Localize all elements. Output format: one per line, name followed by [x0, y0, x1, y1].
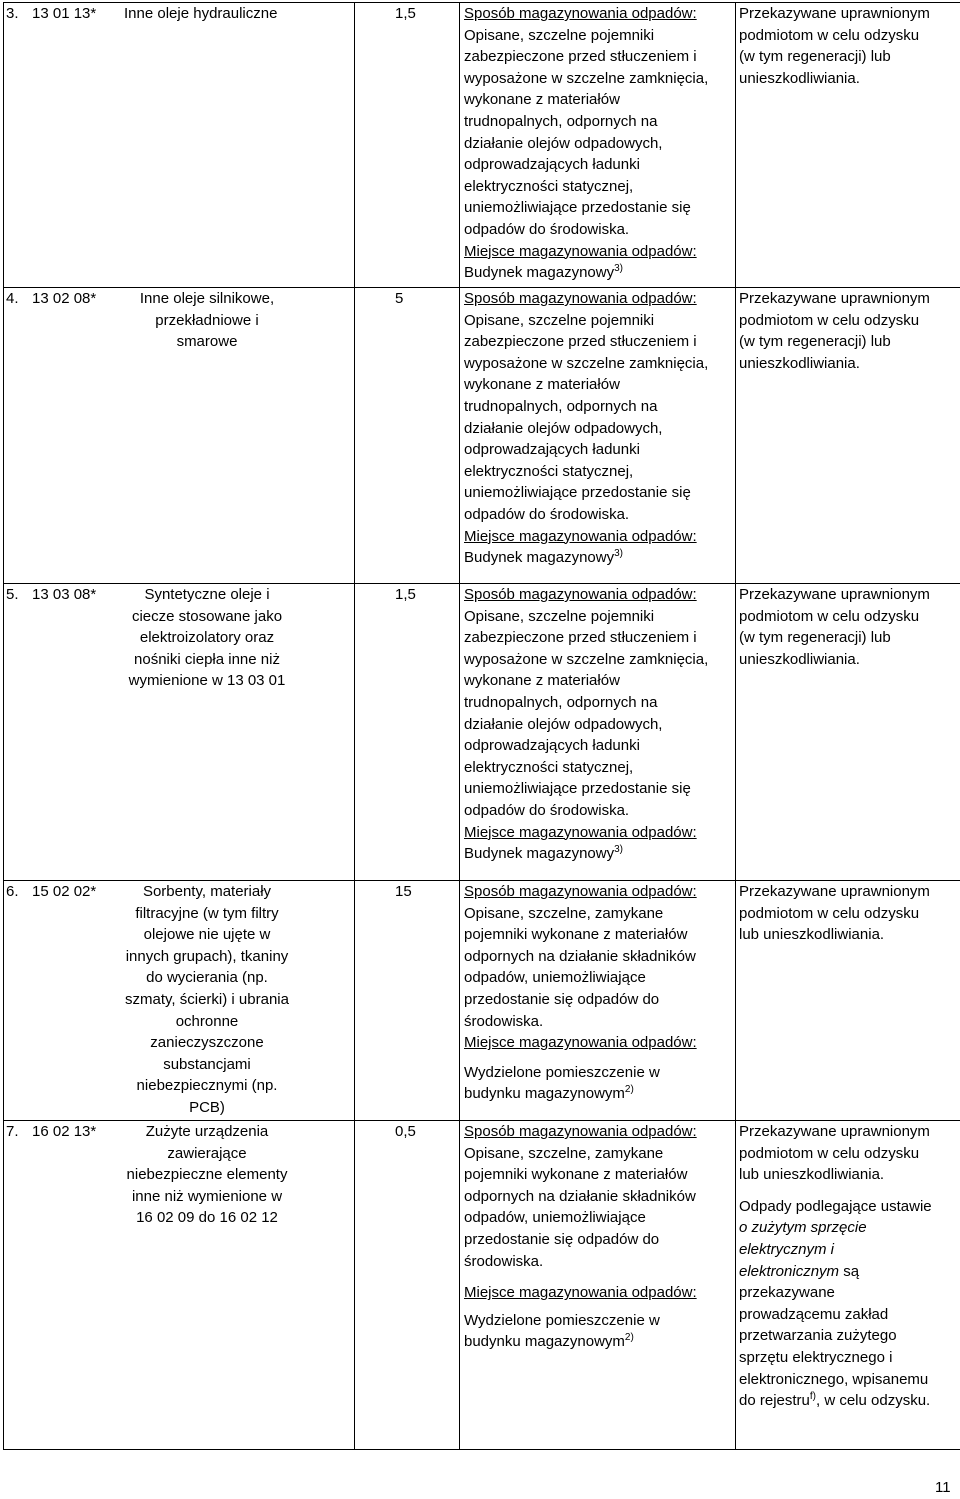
storage-cell [460, 584, 736, 881]
table-row [4, 1121, 960, 1450]
quantity-cell [355, 3, 460, 288]
waste-id-cell [4, 881, 355, 1121]
waste-code: 15 02 02* [32, 881, 124, 1119]
weee-note-text-a: Odpady podlegające ustawie [739, 1198, 932, 1215]
quantity-cell [355, 584, 460, 881]
table-row [4, 881, 960, 1121]
weee-note-text-c: , w celu odzysku. [816, 1392, 930, 1409]
footnote-ref: 2) [625, 1084, 634, 1095]
storage-method-label: Sposób magazynowania odpadów: [464, 881, 735, 903]
quantity-cell [355, 1121, 460, 1450]
storage-place-label: Miejsce magazynowania odpadów: [464, 1032, 735, 1054]
storage-place-text: Wydzielone pomieszczenie w budynku magazynowym [464, 1312, 660, 1351]
footnote-ref: f) [810, 1391, 816, 1402]
handling-cell [736, 288, 960, 584]
handling-text: Przekazywane uprawnionym podmiotom w celu odzysku (w tym regeneracji) lub unieszkodliwiania. [736, 584, 935, 670]
table-row [4, 584, 960, 881]
waste-name: Syntetyczne oleje i ciecze stosowane jako elektroizolatory oraz nośniki ciepła inne niż wymienione w 13 03 01 [124, 584, 290, 692]
waste-name: Zużyte urządzenia zawierające niebezpieczne elementy inne niż wymienione w 16 02 09 do 16 02 12 [124, 1121, 290, 1229]
row-number: 7. [4, 1121, 32, 1229]
quantity: 0,5 [355, 1121, 459, 1143]
weee-note [739, 1196, 935, 1412]
waste-code: 16 02 13* [32, 1121, 124, 1229]
handling-text: Przekazywane uprawnionym podmiotom w celu odzysku lub unieszkodliwiania. [739, 1121, 935, 1186]
waste-id-cell [4, 3, 355, 288]
handling-cell [736, 3, 960, 288]
waste-name: Inne oleje silnikowe, przekładniowe i smarowe [124, 288, 290, 353]
storage-method-text: Opisane, szczelne pojemniki zabezpieczone przed stłuczeniem i wyposażone w szczelne zamknięcia, wykonane z materiałów trudnopalnych, odpornych na działanie olejów odpadowych, odprowadzających ładunki elektryczności statycznej, uniemożliwiające przedostanie się odpadów do środowiska. [464, 310, 714, 526]
waste-id-cell [4, 288, 355, 584]
quantity: 1,5 [355, 584, 459, 606]
storage-place-label: Miejsce magazynowania odpadów: [464, 526, 735, 548]
waste-code: 13 01 13* [32, 3, 124, 25]
storage-cell [460, 881, 736, 1121]
row-number: 3. [4, 3, 32, 25]
storage-cell [460, 288, 736, 584]
row-number: 4. [4, 288, 32, 353]
storage-place [464, 547, 735, 569]
table-row [4, 3, 960, 288]
storage-place-label: Miejsce magazynowania odpadów: [464, 822, 735, 844]
weee-note-text-b: są przekazywane prowadzącemu zakład przetwarzania zużytego sprzętu elektrycznego i elektronicznego, wpisanemu do rejestru [739, 1263, 928, 1410]
storage-place-text: Budynek magazynowy [464, 264, 614, 281]
storage-place-text: Budynek magazynowy [464, 549, 614, 566]
storage-place [464, 262, 735, 284]
quantity-cell [355, 288, 460, 584]
storage-place-text: Wydzielone pomieszczenie w budynku magazynowym [464, 1064, 660, 1103]
storage-method-label: Sposób magazynowania odpadów: [464, 288, 735, 310]
handling-text: Przekazywane uprawnionym podmiotom w celu odzysku lub unieszkodliwiania. [736, 881, 935, 946]
handling-text: Przekazywane uprawnionym podmiotom w celu odzysku (w tym regeneracji) lub unieszkodliwiania. [736, 3, 935, 89]
quantity: 5 [355, 288, 459, 310]
footnote-ref: 3) [614, 548, 623, 559]
storage-cell [460, 3, 736, 288]
storage-method-label: Sposób magazynowania odpadów: [464, 584, 735, 606]
table-row [4, 288, 960, 584]
storage-cell [460, 1121, 736, 1450]
footnote-ref: 3) [614, 263, 623, 274]
handling-cell [736, 584, 960, 881]
handling-cell [736, 1121, 960, 1450]
waste-table [3, 2, 960, 1450]
handling-text: Przekazywane uprawnionym podmiotom w celu odzysku (w tym regeneracji) lub unieszkodliwiania. [736, 288, 935, 374]
storage-place [464, 843, 735, 865]
waste-code: 13 02 08* [32, 288, 124, 353]
storage-method-text: Opisane, szczelne, zamykane pojemniki wykonane z materiałów odpornych na działanie składników odpadów, uniemożliwiające przedostanie się odpadów do środowiska. [464, 903, 704, 1033]
storage-place [464, 1062, 684, 1105]
footnote-ref: 3) [614, 844, 623, 855]
waste-id-cell [4, 1121, 355, 1450]
storage-method-text: Opisane, szczelne pojemniki zabezpieczone przed stłuczeniem i wyposażone w szczelne zamknięcia, wykonane z materiałów trudnopalnych, odpornych na działanie olejów odpadowych, odprowadzających ładunki elektryczności statycznej, uniemożliwiające przedostanie się odpadów do środowiska. [464, 25, 714, 241]
quantity: 1,5 [355, 3, 459, 25]
waste-code: 13 03 08* [32, 584, 124, 692]
storage-method-text: Opisane, szczelne, zamykane pojemniki wykonane z materiałów odpornych na działanie składników odpadów, uniemożliwiające przedostanie się odpadów do środowiska. [464, 1143, 704, 1273]
storage-place-label: Miejsce magazynowania odpadów: [464, 1282, 735, 1304]
storage-method-text: Opisane, szczelne pojemniki zabezpieczone przed stłuczeniem i wyposażone w szczelne zamknięcia, wykonane z materiałów trudnopalnych, odpornych na działanie olejów odpadowych, odprowadzających ładunki elektryczności statycznej, uniemożliwiające przedostanie się odpadów do środowiska. [464, 606, 714, 822]
footnote-ref: 2) [625, 1332, 634, 1343]
storage-method-label: Sposób magazynowania odpadów: [464, 3, 735, 25]
storage-place [464, 1310, 684, 1353]
waste-name: Inne oleje hydrauliczne [124, 3, 290, 25]
row-number: 6. [4, 881, 32, 1119]
waste-id-cell [4, 584, 355, 881]
quantity: 15 [355, 881, 459, 903]
row-number: 5. [4, 584, 32, 692]
storage-place-label: Miejsce magazynowania odpadów: [464, 241, 735, 263]
weee-act-title: o zużytym sprzęcie elektrycznym i elektronicznym [739, 1219, 867, 1279]
storage-place-text: Budynek magazynowy [464, 845, 614, 862]
storage-method-label: Sposób magazynowania odpadów: [464, 1121, 735, 1143]
waste-name: Sorbenty, materiały filtracyjne (w tym filtry olejowe nie ujęte w innych grupach), tkaniny do wycierania (np. szmaty, ścierki) i ubrania ochronne zanieczyszczone substancjami niebezpiecznymi (np. PCB) [124, 881, 290, 1119]
page-number: 11 [935, 1477, 951, 1499]
handling-cell [736, 881, 960, 1121]
quantity-cell [355, 881, 460, 1121]
